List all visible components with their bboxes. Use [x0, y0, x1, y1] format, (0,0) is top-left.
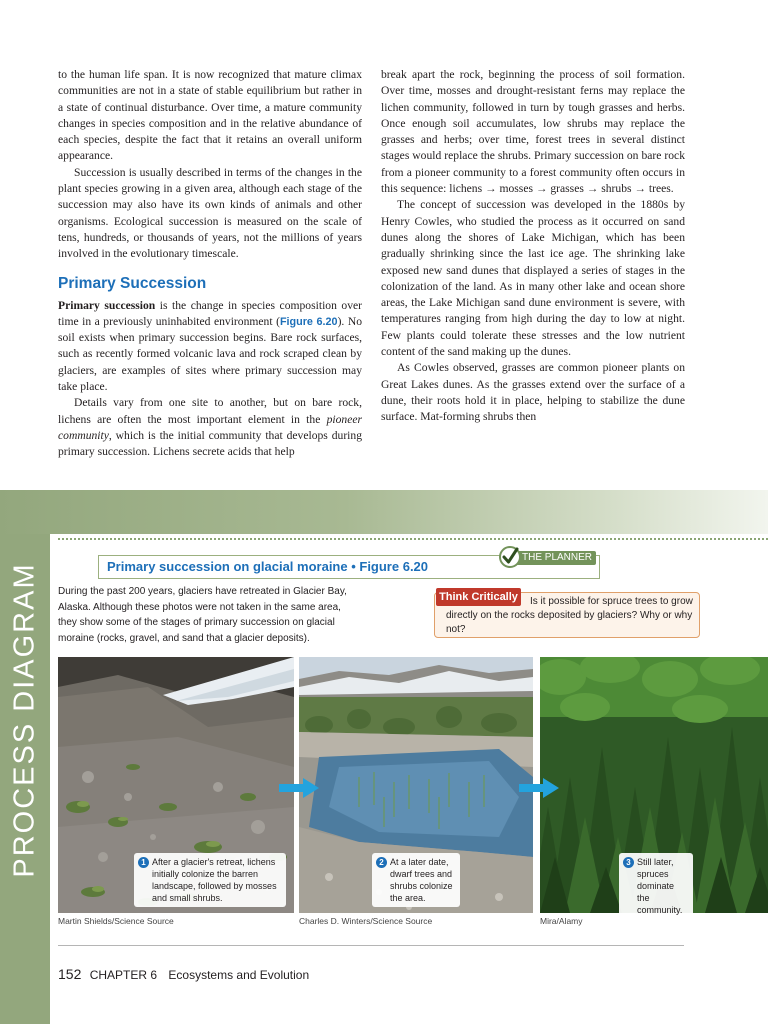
- chapter-label: CHAPTER 6: [89, 968, 158, 982]
- right-paragraph-2: The concept of succession was developed in the 1880s by Henry Cowles, who studied the process as it occurred on sand dunes along the shores of Lake Michigan, which has been gradually shrinking since the last ice age. The shrinking lake exposed new sand dunes that displayed a series of stages in the colonization of the land. As in many other lake and ocean shore areas, the Lake Michigan sand dune environment is severe, with temperatures ranging from high during the day to low at night. Few plants could tolerate these stresses and the low nutrient content of the sand making up the dunes.: [381, 198, 685, 359]
- process-diagram-band: [0, 490, 768, 534]
- step-2-caption: [372, 853, 460, 907]
- right-arrow-icon: [279, 778, 319, 798]
- right-text-column: [381, 67, 685, 426]
- step-1-caption: [134, 853, 286, 907]
- step-1-text: After a glacier's retreat, lichens initially colonize the barren landscape, followed by mosses and small shrubs.: [152, 857, 277, 903]
- page-number: 152: [58, 966, 82, 982]
- step-3-text: Still later, spruces dominate the community.: [637, 857, 683, 915]
- checkmark-icon: [498, 545, 522, 569]
- section-heading: Primary Succession: [58, 274, 207, 292]
- left-paragraph-2: Succession is usually described in terms of the changes in the plant species growing in a given area, although each stage of the succession may also have its own kinds of animals and other organisms. Ecological succession is measured on the scale of tens, hundreds, or thousands of years, not the millions of years involved in the evolutionary timescale.: [58, 165, 362, 261]
- footer-divider: [58, 945, 684, 946]
- process-diagram-label: PROCESS DIAGRAM: [8, 562, 41, 878]
- figure-intro-text: During the past 200 years, glaciers have retreated in Glacier Bay, Alaska. Although these photos were not taken in the same area, they show some of the stages of primary succession on glacial moraine (rocks, gravel, and sand that a glacier deposits).: [58, 586, 347, 644]
- think-critically-question: Is it possible for spruce trees to grow directly on the rocks deposited by glaciers? Why or why not?: [446, 596, 693, 635]
- photo-credit: Charles D. Winters/Science Source: [299, 916, 433, 926]
- left-paragraph-1: to the human life span. It is now recognized that mature climax communities are not in a state of stable equilibrium but rather in a state of continual disturbance. Over time, a mature community changes in species composition and in the relative abundance of each species, despite the fact that it retains an overall uniform appearance.: [58, 68, 362, 163]
- primary-succession-term: Primary succession: [58, 298, 156, 312]
- photo-credit: Martin Shields/Science Source: [58, 916, 174, 926]
- left-paragraph-4: [58, 395, 362, 460]
- step-2-text: At a later date, dwarf trees and shrubs colonize the area.: [390, 857, 453, 903]
- left-text-column: [58, 67, 362, 461]
- left-paragraph-4-part-b: , which is the initial community that develops during primary succession. Lichens secrete acids that help: [58, 428, 362, 459]
- planner-badge[interactable]: [498, 547, 598, 569]
- left-paragraph-3-part-a: is the change in species composition over time in a previously uninhabited environment (: [58, 298, 362, 328]
- right-arrow-icon: [519, 778, 559, 798]
- right-paragraph-1: break apart the rock, beginning the process of soil formation. Over time, mosses and drought-resistant ferns may replace the lichen community, followed in turn by tough grasses and herbs. Once enough soil accumulates, low shrubs may replace the grasses and herbs; over time, forest trees in several distinct stages would replace the shrubs. Primary succession on bare rock from a pioneer community to a forest community often occurs in this sequence: lichens → mosses → grasses → shrubs → trees.: [381, 68, 685, 196]
- planner-label: THE PLANNER: [522, 552, 593, 563]
- dotted-divider: [58, 538, 768, 540]
- figure-reference-link[interactable]: Figure 6.20: [279, 315, 338, 328]
- think-critically-label: Think Critically: [436, 588, 521, 606]
- pioneer-community-term: pioneer community: [58, 412, 362, 442]
- figure-title: Primary succession on glacial moraine • Figure 6.20: [98, 555, 600, 579]
- step-number-badge: 2: [376, 857, 387, 868]
- left-paragraph-3-part-b: ). No soil exists when primary succession begins. Bare rock surfaces, such as recently formed volcanic lava and rock scraped clean by glaciers, are examples of sites where primary succession may take place.: [58, 314, 362, 394]
- step-number-badge: 1: [138, 857, 149, 868]
- step-number-badge: 3: [623, 857, 634, 868]
- left-paragraph-3: [58, 298, 362, 396]
- chapter-title: Ecosystems and Evolution: [168, 968, 310, 982]
- left-paragraph-4-part-a: Details vary from one site to another, but on bare rock, lichens are often the most important element in the: [58, 396, 362, 426]
- step-3-caption: [619, 853, 693, 919]
- page-footer: [58, 966, 309, 982]
- right-paragraph-3: As Cowles observed, grasses are common pioneer plants on Great Lakes dunes. As the grasses extend over the surface of a dune, their roots hold it in place, helping to stabilize the dune surface. Mat-forming shrubs then: [381, 361, 685, 424]
- photo-credit: Mira/Alamy: [540, 916, 583, 926]
